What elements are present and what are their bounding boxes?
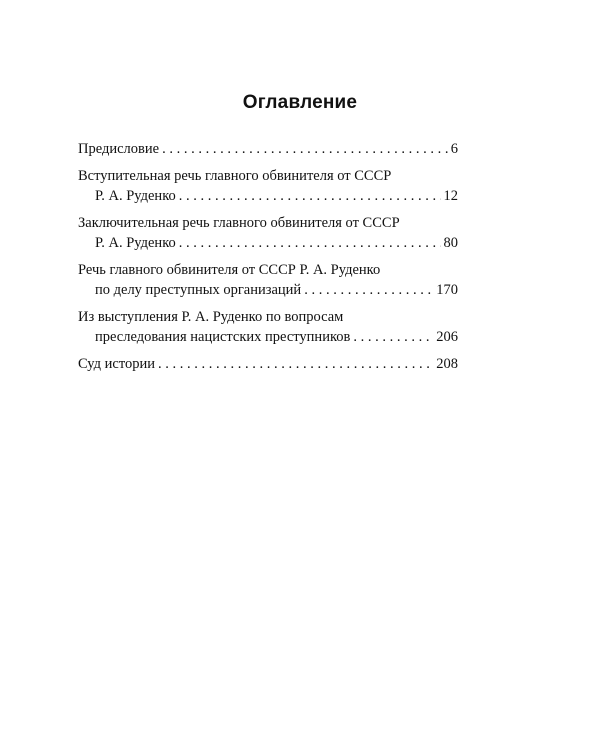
dot-leader (179, 233, 441, 253)
toc-entry-title-continued: по делу преступных организаций (95, 282, 302, 298)
dot-leader (353, 327, 433, 347)
toc-entry-title: Суд истории (78, 356, 156, 372)
toc-page-number: 80 (443, 235, 458, 251)
toc-page-number: 208 (436, 356, 458, 372)
toc-entry-criminal-organizations[interactable] (78, 260, 458, 300)
toc-entry-opening-speech[interactable] (78, 166, 458, 206)
toc-entry-title: Заключительная речь главного обвинителя от СССР (78, 215, 400, 231)
toc-entry-line (78, 233, 458, 253)
toc-entry-line (78, 186, 458, 206)
toc-entry-title-continued: преследования нацистских преступников (95, 329, 351, 345)
toc-entry-title-continued: Р. А. Руденко (95, 188, 176, 204)
toc-page-number: 206 (436, 329, 458, 345)
toc-entry-court-of-history[interactable] (78, 354, 458, 374)
toc-entry-title: Предисловие (78, 141, 160, 157)
dot-leader (162, 139, 448, 159)
toc-entry-line (78, 213, 458, 233)
toc-entry-line (78, 354, 458, 374)
toc-page-number: 170 (436, 282, 458, 298)
toc-entry-line (78, 280, 458, 300)
toc-page-number: 6 (450, 141, 458, 157)
toc-entry-line (78, 139, 458, 159)
toc-entry-line (78, 307, 458, 327)
toc-entry-line (78, 327, 458, 347)
toc-entry-closing-speech[interactable] (78, 213, 458, 253)
toc-entry-line (78, 166, 458, 186)
toc-entry-title: Речь главного обвинителя от СССР Р. А. Руденко (78, 262, 381, 278)
dot-leader (158, 354, 433, 374)
dot-leader (179, 186, 441, 206)
toc-entry-nazi-prosecution[interactable] (78, 307, 458, 347)
toc-entry-title: Вступительная речь главного обвинителя от СССР (78, 168, 392, 184)
page-title: Оглавление (242, 92, 358, 113)
toc-entry-line (78, 260, 458, 280)
toc-entry-preface[interactable] (78, 139, 458, 159)
toc-page-number: 12 (443, 188, 458, 204)
table-of-contents (78, 139, 458, 381)
toc-entry-title: Из выступления Р. А. Руденко по вопросам (78, 309, 344, 325)
dot-leader (304, 280, 433, 300)
toc-entry-title-continued: Р. А. Руденко (95, 235, 176, 251)
